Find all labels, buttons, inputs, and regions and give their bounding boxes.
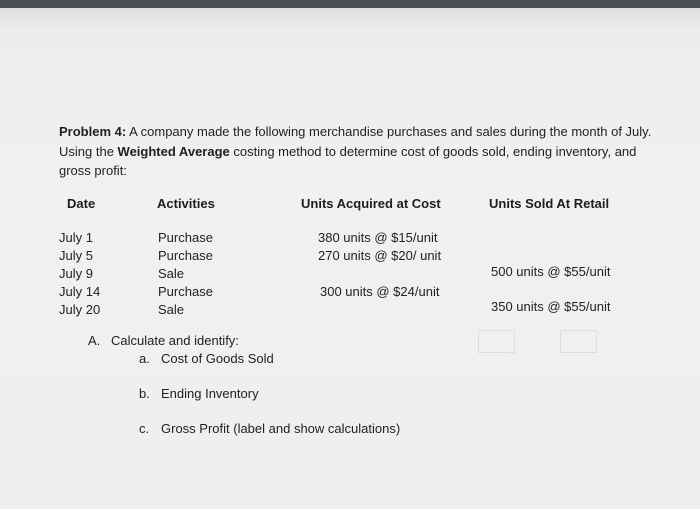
- row-acquired: 270 units @ $20/ unit: [318, 248, 442, 263]
- item-marker: b.: [139, 386, 150, 401]
- problem-text-4: gross profit:: [59, 163, 127, 178]
- calculate-heading: Calculate and identify:: [111, 333, 239, 348]
- row-date: July 14: [59, 284, 101, 299]
- bleed-through-box: [560, 330, 597, 353]
- costing-method: Weighted Average: [117, 143, 230, 159]
- header-date: Date: [67, 196, 96, 211]
- item-marker: c.: [139, 421, 150, 436]
- row-date: July 1: [59, 230, 93, 245]
- item-ending-inventory: Ending Inventory: [161, 386, 259, 401]
- row-activity: Sale: [158, 302, 185, 317]
- problem-label: Problem 4:: [59, 124, 127, 139]
- problem-text-3: costing method to determine cost of goods sold, ending inventory, and: [229, 143, 637, 159]
- row-date: July 5: [59, 248, 93, 263]
- problem-statement: [59, 122, 669, 181]
- row-date: July 20: [59, 302, 101, 317]
- row-date: July 9: [59, 266, 93, 281]
- header-activities: Activities: [157, 196, 215, 211]
- row-activity: Sale: [158, 266, 185, 281]
- calculate-heading-marker: A.: [88, 333, 101, 348]
- problem-text-1: A company made the following merchandise purchases and sales during the month of July.: [126, 124, 652, 139]
- row-sold: 500 units @ $55/unit: [491, 264, 611, 279]
- row-activity: Purchase: [158, 248, 213, 263]
- row-acquired: 380 units @ $15/unit: [318, 230, 438, 245]
- row-activity: Purchase: [158, 284, 213, 299]
- header-units-sold: Units Sold At Retail: [489, 196, 610, 211]
- item-marker: a.: [139, 351, 150, 366]
- row-activity: Purchase: [158, 230, 213, 245]
- bleed-through-box: [478, 330, 515, 353]
- item-gross-profit: Gross Profit (label and show calculations): [161, 421, 401, 436]
- problem-text-2: Using the: [59, 143, 118, 159]
- header-units-acquired: Units Acquired at Cost: [301, 196, 441, 211]
- row-sold: 350 units @ $55/unit: [491, 299, 611, 314]
- top-edge: [0, 0, 700, 8]
- item-cost-of-goods-sold: Cost of Goods Sold: [161, 351, 274, 366]
- row-acquired: 300 units @ $24/unit: [320, 284, 440, 299]
